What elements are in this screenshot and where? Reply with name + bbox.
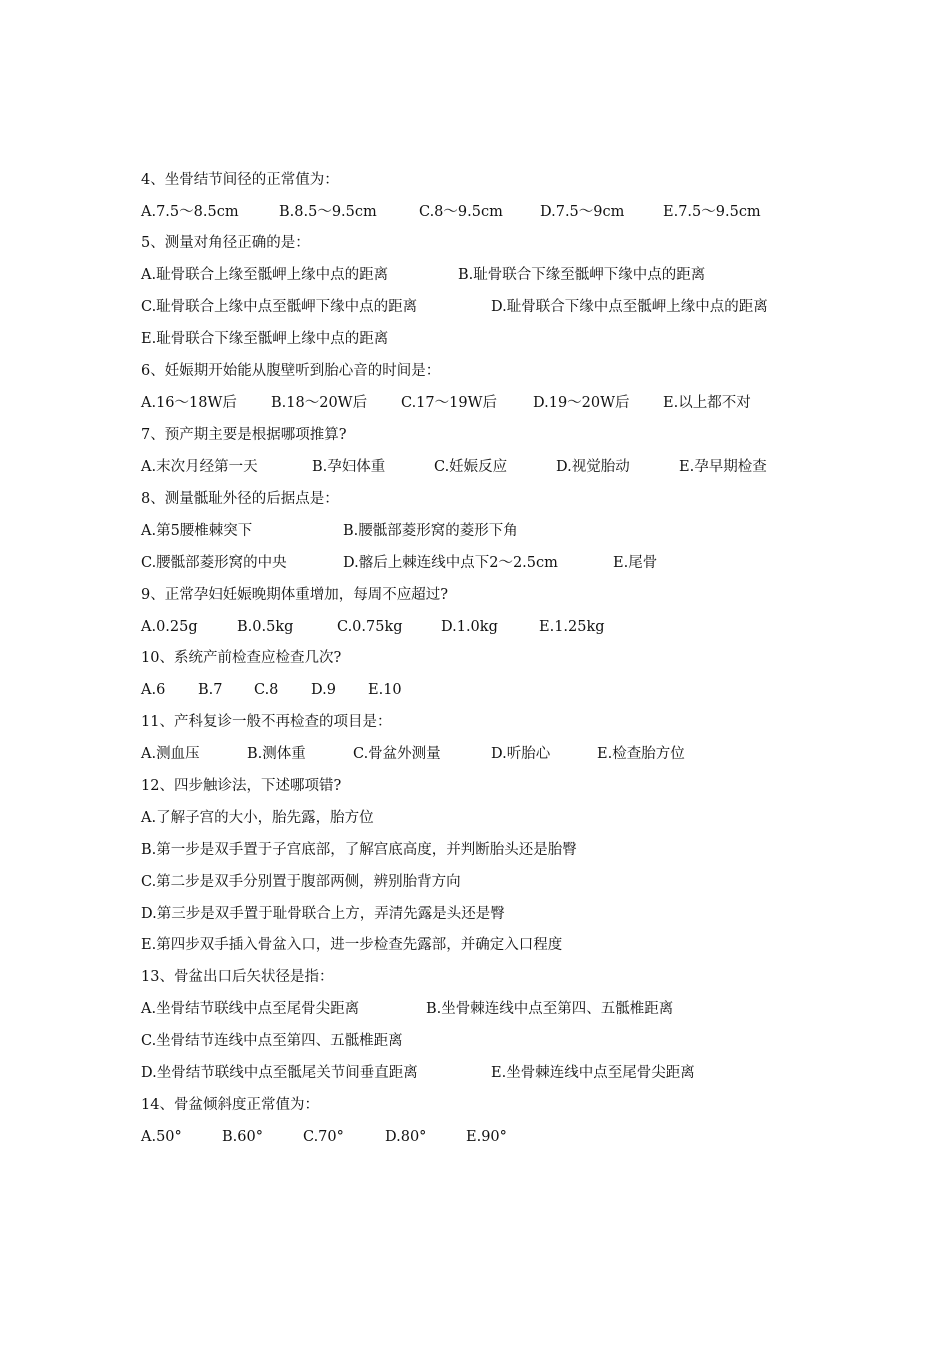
option-b: B.第一步是双手置于子宫底部，了解宫底高度，并判断胎头还是胎臀 <box>141 842 577 858</box>
option-b: B.孕妇体重 <box>312 459 386 475</box>
option-a: A.7.5～8.5cm <box>141 204 239 220</box>
question-11-stem: 11、产科复诊一般不再检查的项目是： <box>141 714 392 730</box>
option-d: D.7.5～9cm <box>540 204 625 220</box>
option-a: A.坐骨结节联线中点至尾骨尖距离 <box>141 1001 360 1017</box>
option-d: D.第三步是双手置于耻骨联合上方，弄清先露是头还是臀 <box>141 906 505 922</box>
option-c: C.0.75kg <box>337 619 403 635</box>
option-e: E.第四步双手插入骨盆入口，进一步检查先露部，并确定入口程度 <box>141 937 563 953</box>
option-e: E.10 <box>368 682 402 698</box>
question-10-stem: 10、系统产前检查应检查几次? <box>141 650 342 666</box>
option-b: B.8.5～9.5cm <box>279 204 377 220</box>
option-e: E.1.25kg <box>539 619 605 635</box>
question-13-stem: 13、骨盆出口后矢状径是指： <box>141 969 334 985</box>
option-c: C.坐骨结节连线中点至第四、五骶椎距离 <box>141 1033 403 1049</box>
option-d: D.80° <box>385 1129 427 1145</box>
option-e: E.以上都不对 <box>663 395 751 411</box>
option-e: E.检查胎方位 <box>597 746 685 762</box>
option-d: D.听胎心 <box>491 746 551 762</box>
option-c: C.第二步是双手分别置于腹部两侧，辨别胎背方向 <box>141 874 461 890</box>
option-b: B.测体重 <box>247 746 306 762</box>
option-a: A.0.25g <box>141 619 198 635</box>
option-e: E.耻骨联合下缘至骶岬上缘中点的距离 <box>141 331 389 347</box>
question-9-stem: 9、正常孕妇妊娠晚期体重增加，每周不应超过? <box>141 587 448 603</box>
option-b: B.0.5kg <box>237 619 294 635</box>
question-7-stem: 7、预产期主要是根据哪项推算? <box>141 427 347 443</box>
question-6-stem: 6、妊娠期开始能从腹壁听到胎心音的时间是： <box>141 363 441 379</box>
question-14-stem: 14、骨盆倾斜度正常值为： <box>141 1097 319 1113</box>
option-d: D.视觉胎动 <box>556 459 630 475</box>
option-e: E.坐骨棘连线中点至尾骨尖距离 <box>491 1065 695 1081</box>
option-b: B.耻骨联合下缘至骶岬下缘中点的距离 <box>458 267 706 283</box>
option-c: C.耻骨联合上缘中点至骶岬下缘中点的距离 <box>141 299 418 315</box>
option-b: B.18～20W后 <box>271 395 368 411</box>
option-a: A.测血压 <box>141 746 200 762</box>
option-e: E.孕早期检查 <box>679 459 767 475</box>
option-a: A.第5腰椎棘突下 <box>141 523 253 539</box>
option-d: D.耻骨联合下缘中点至骶岬上缘中点的距离 <box>491 299 768 315</box>
option-a: A.末次月经第一天 <box>141 459 258 475</box>
option-d: D.髂后上棘连线中点下2～2.5cm <box>343 555 558 571</box>
option-b: B.腰骶部菱形窝的菱形下角 <box>343 523 518 539</box>
question-4-stem: 4、坐骨结节间径的正常值为： <box>141 172 339 188</box>
option-c: C.腰骶部菱形窝的中央 <box>141 555 287 571</box>
option-c: C.8 <box>254 682 279 698</box>
option-c: C.妊娠反应 <box>434 459 508 475</box>
option-b: B.坐骨棘连线中点至第四、五骶椎距离 <box>426 1001 674 1017</box>
option-a: A.了解子宫的大小，胎先露，胎方位 <box>141 810 374 826</box>
option-c: C.骨盆外测量 <box>353 746 441 762</box>
question-12-stem: 12、四步触诊法，下述哪项错? <box>141 778 342 794</box>
option-b: B.7 <box>198 682 223 698</box>
option-e: E.7.5～9.5cm <box>663 204 761 220</box>
option-c: C.70° <box>303 1129 344 1145</box>
option-e: E.尾骨 <box>613 555 658 571</box>
question-8-stem: 8、测量骶耻外径的后据点是： <box>141 491 339 507</box>
option-a: A.6 <box>141 682 166 698</box>
question-5-stem: 5、测量对角径正确的是： <box>141 235 310 251</box>
option-c: C.8～9.5cm <box>419 204 503 220</box>
option-d: D.9 <box>311 682 336 698</box>
option-e: E.90° <box>466 1129 507 1145</box>
option-a: A.50° <box>141 1129 182 1145</box>
option-d: D.1.0kg <box>441 619 498 635</box>
option-c: C.17～19W后 <box>401 395 497 411</box>
option-b: B.60° <box>222 1129 263 1145</box>
option-a: A.耻骨联合上缘至骶岬上缘中点的距离 <box>141 267 389 283</box>
option-d: D.19～20W后 <box>533 395 630 411</box>
option-a: A.16～18W后 <box>141 395 237 411</box>
option-d: D.坐骨结节联线中点至骶尾关节间垂直距离 <box>141 1065 418 1081</box>
